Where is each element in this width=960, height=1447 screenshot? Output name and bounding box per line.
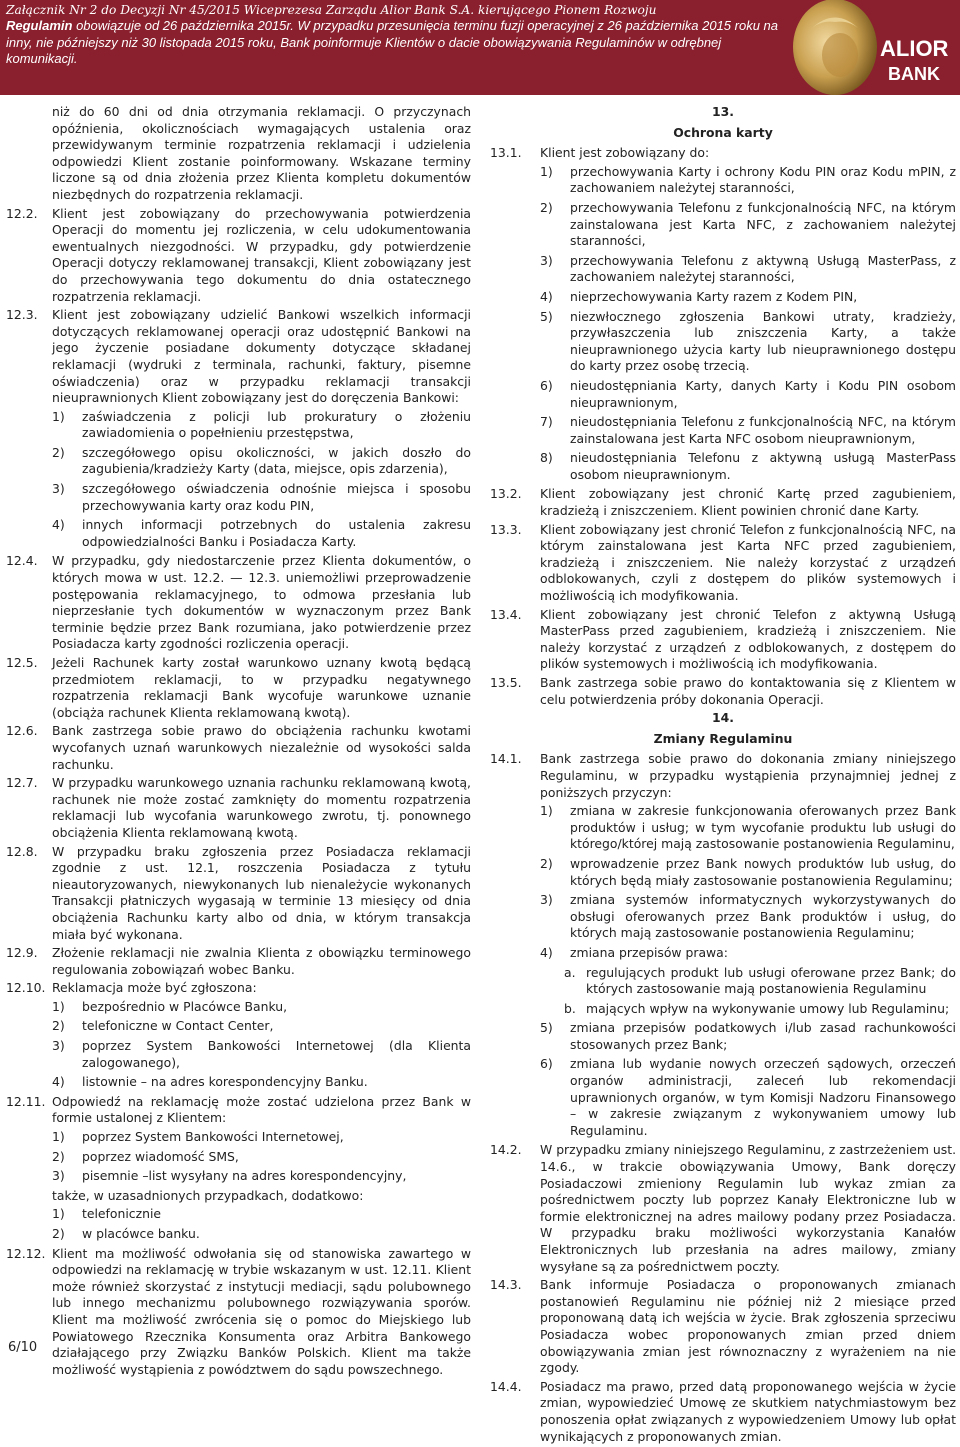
item-text: Klient zobowiązany jest chronić Telefon z aktywną Usługą MasterPass przed zagubieniem, kradzieżą i zniszczeniem. Nie należy korzystać z urządzeń z odblokowanych, z dostępem do plików systemowych i możliwością ich modyfikowania. (540, 606, 956, 672)
paragraph (6, 104, 471, 204)
banner-text (6, 2, 796, 68)
paragraph (6, 1246, 471, 1379)
section-heading: Ochrona karty (673, 124, 773, 140)
item-text: nieudostępniania Karty, danych Karty i Kodu PIN osobom nieuprawnionym, (570, 377, 956, 410)
paragraph (490, 486, 956, 519)
item-text: Jeżeli Rachunek karty został warunkowo uznany kwotą będącą przedmiotem reklamacji, to w przypadku negatywnego rozpatrzenia reklamacji Bank wycofuje warunkowe uznanie (obciąża rachunek Klienta reklamowaną kwotą). (52, 655, 471, 720)
item-number: 2) (52, 444, 65, 460)
list-item (490, 945, 956, 962)
item-text: Klient jest zobowiązany do: (540, 145, 710, 161)
paragraph (6, 775, 471, 841)
item-number: 5) (540, 308, 553, 324)
paragraph (490, 751, 956, 801)
annex-line: Załącznik Nr 2 do Decyzji Nr 45/2015 Wiceprezesa Zarządu Alior Bank S.A. kierującego Pionem Rozwoju (6, 3, 657, 17)
regulamin-label: Regulamin (6, 18, 73, 34)
item-text: szczegółowego opisu okoliczności, w jakich doszło do zagubienia/kradzieży Karty (data, miejsce, opis zdarzenia), (82, 444, 471, 477)
list-item (490, 856, 956, 889)
item-text: zmiana lub wydanie nowych orzeczeń sądowych, orzeczeń organów administracji, zaleceń lub rekomendacji uprawnionych organów, w tym Komisji Nadzoru Finansowego – w zakresie związanym z wykonywaniem umowy lub Regulaminu. (570, 1056, 956, 1138)
item-text: przechowywania Karty i ochrony Kodu PIN oraz Kodu mPIN, z zachowaniem należytej staranności, (570, 163, 956, 196)
header-banner (0, 0, 960, 95)
item-number: 12.3. (6, 307, 38, 323)
item-text: poprzez System Bankowości Internetowej (dla Klienta zalogowanego), (82, 1038, 471, 1070)
item-number: 1) (52, 998, 65, 1014)
item-number: 4) (540, 288, 553, 304)
list-item (6, 1018, 471, 1035)
item-text: Klient jest zobowiązany do przechowywania potwierdzenia Operacji do momentu jej rozliczenia, w celu udokumentowania ewentualnych niezgodności. W przypadku, gdy potwierdzenie Operacji dotyczy reklamowanej transakcji, Klient zobowiązany jest do przechowywania tego dokumentu do dnia ostatecznego rozpatrzenia reklamacji. (52, 205, 471, 304)
item-number: 7) (540, 414, 553, 430)
item-number: 5) (540, 1020, 553, 1036)
item-text: listownie – na adres korespondencyjny Banku. (82, 1074, 368, 1090)
item-number: 14.1. (490, 751, 522, 767)
item-number: 3) (52, 1038, 65, 1054)
item-number: b. (564, 1000, 576, 1016)
item-text: pisemnie –list wysyłany na adres korespondencyjny, (82, 1168, 407, 1184)
paragraph (490, 522, 956, 605)
item-number: 8) (540, 450, 553, 466)
section-heading: Zmiany Regulaminu (653, 730, 793, 746)
list-item (490, 289, 956, 306)
item-number: 3) (540, 252, 553, 268)
item-text: Klient zobowiązany jest chronić Telefon z funkcjonalnością NFC, na którym zainstalowana jest Karta NFC przed zagubieniem, kradzieżą i zniszczeniem. Nie należy korzystać z urządzeń odblokowanych, czyli z dostępem do plików systemowych i możliwością ich modyfikowania. (540, 521, 956, 604)
item-number: 1) (540, 803, 553, 819)
item-number: 4) (540, 944, 553, 960)
item-text: W przypadku, gdy niedostarczenie przez Klienta dokumentów, o których mowa w ust. 12.2. — 12.3. uniemożliwi przeprowadzenie postępowania reklamacyjnego, to odmowa przesłania lub nieprzesłanie tych dokumentów w wyznaczonym przez Bank terminie będzie przez Bank rozumiana, jako potwierdzenie przez Posiadacza karty zgodności rozliczenia operacji. (52, 553, 471, 652)
item-text: nieprzechowywania Karty razem z Kodem PIN, (570, 288, 858, 304)
item-number: 14.3. (490, 1277, 522, 1293)
item-text: w placówce banku. (82, 1226, 200, 1241)
item-number: 13.4. (490, 606, 522, 622)
item-number: 12.8. (6, 843, 38, 859)
item-text: Klient ma możliwość odwołania się od stanowiska zawartego w odpowiedzi na reklamację w trybie wskazanym w ust. 12.11. Klient może również skorzystać z instytucji mediacji, sądu polubownego lub innego mechanizmu polubownego rozwiązywania sporów. Klient ma możliwość zwrócenia się o pomoc do Miejskiego lub Powiatowego Rzecznika Konsumenta oraz Arbitra Bankowego działającego przy Związku Banków Polskich. Klient ma także możliwość wystąpienia z powództwem do sądu powszechnego. (52, 1245, 471, 1377)
item-text: zmiana systemów informatycznych wykorzystywanych do obsługi oferowanych przez Bank produktów i usług, do których mają zastosowanie postanowienia Regulaminu; (570, 892, 956, 941)
list-item (490, 253, 956, 286)
list-item (6, 999, 471, 1016)
page-number: 6/10 (8, 1340, 38, 1355)
paragraph (490, 145, 956, 162)
paragraph (490, 675, 956, 708)
item-text: poprzez System Bankowości Internetowej, (82, 1129, 344, 1145)
item-text: Klient zobowiązany jest chronić Kartę przed zagubieniem, kradzieżą i zniszczeniem. Klient powinien chronić dane Karty. (540, 486, 956, 519)
item-text: Reklamacja może być zgłoszona: (52, 980, 257, 996)
svg-text:BANK: BANK (888, 64, 940, 84)
item-text: telefonicznie (82, 1206, 162, 1222)
item-text: Odpowiedź na reklamację może zostać udzielona przez Bank w formie ustalonej z Klientem: (52, 1093, 471, 1126)
item-number: 12.9. (6, 945, 38, 961)
paragraph (6, 1094, 471, 1127)
paragraph (6, 553, 471, 653)
list-item (490, 200, 956, 250)
item-text: Złożenie reklamacji nie zwalnia Klienta z obowiązku terminowego regulowania zobowiązań wobec Banku. (52, 945, 471, 977)
item-text: Posiadacz ma prawo, przed datą proponowanego wejścia w życie zmian, wypowiedzieć Umowę ze skutkiem natychmiastowym bez ponoszenia opłat związanych z wypowiedzeniem Umowy lub opłat wynikających z proponowanych zmian. (540, 1378, 956, 1444)
list-item (6, 1226, 471, 1243)
list-item (6, 1206, 471, 1223)
list-item (490, 1056, 956, 1139)
item-number: 12.12. (6, 1245, 46, 1261)
paragraph (490, 607, 956, 673)
section-heading: 13. (712, 104, 734, 119)
list-item (6, 1074, 471, 1091)
item-number: 6) (540, 377, 553, 393)
paragraph (6, 945, 471, 978)
paragraph (6, 723, 471, 773)
item-number: 4) (52, 1074, 65, 1090)
item-text: zmiana w zakresie funkcjonowania oferowanych przez Bank produktów i usług; w tym wycofanie produktu lub usługi do którego/której mają zastosowanie postanowienia Regulaminu, (570, 803, 956, 852)
item-text: zmiana przepisów prawa: (570, 944, 728, 960)
svg-text:ALIOR: ALIOR (880, 36, 949, 61)
item-number: 12.4. (6, 553, 38, 569)
item-text: przechowywania Telefonu z aktywną Usługą MasterPass, z zachowaniem należytej staranności, (570, 252, 956, 285)
item-number: 13.2. (490, 486, 522, 502)
item-text: poprzez wiadomość SMS, (82, 1148, 239, 1164)
item-text: telefoniczne w Contact Center, (82, 1018, 274, 1034)
list-item (6, 481, 471, 514)
list-item (490, 1001, 956, 1018)
alior-bank-logo (790, 0, 960, 95)
item-text: nieudostępniania Telefonu z funkcjonalnością NFC, na którym zainstalowana jest Karta NFC osobom nieuprawnionym, (570, 414, 956, 446)
section-heading: 14. (712, 710, 734, 726)
item-number: 2) (540, 855, 553, 871)
paragraph (6, 844, 471, 944)
item-text: Klient jest zobowiązany udzielić Bankowi wszelkich informacji dotyczących reklamowanej operacji oraz udostępnić Bankowi na jego życzenie posiadane dokumenty dotyczące składanej reklamacji (wydruki z terminala, rachunki, faktury, pisemne oświadczenia) oraz w przypadku reklamacji transakcji nieuprawnionych Klient zobowiązany jest do doręczenia Bankowi: (52, 307, 471, 406)
item-number: 12.7. (6, 775, 38, 791)
item-number: 2) (52, 1226, 65, 1241)
list-item (490, 378, 956, 411)
item-text: Bank zastrzega sobie prawo do dokonania zmiany niniejszego Regulaminu, w przypadku wystąpienia przynajmniej jednej z poniższych przyczyn: (540, 751, 956, 800)
item-text: innych informacji potrzebnych do ustalenia zakresu odpowiedzialności Banku i Posiadacza Karty. (82, 517, 471, 549)
list-item (490, 164, 956, 197)
list-item (490, 309, 956, 375)
list-item (6, 1168, 471, 1185)
paragraph (490, 1277, 956, 1377)
paragraph (6, 1188, 471, 1205)
item-number: 6) (540, 1056, 553, 1072)
item-number: 12.11. (6, 1093, 46, 1109)
list-item (490, 803, 956, 853)
right-column (490, 104, 956, 1447)
item-number: 3) (540, 892, 553, 908)
item-number: 2) (540, 199, 553, 215)
item-text: niż do 60 dni od dnia otrzymania reklamacji. O przyczynach opóźnienia, okolicznościach wymagających ustalenia oraz przewidywanym terminie rozpatrzenia reklamacji i udzielenia odpowiedzi Klient zostanie poinformowany. Wskazane terminy liczone są od dnia złożenia przez Klienta kompletu dokumentów niezbędnych do rozpatrzenia reklamacji. (52, 104, 471, 202)
list-item (490, 450, 956, 483)
list-item (6, 517, 471, 550)
item-text: W przypadku braku zgłoszenia przez Posiadacza reklamacji zgodnie z ust. 12.1, roszczenia Posiadacza z tytułu nieautoryzowanych, niewykonanych lub nienależycie wykonanych Transakcji płatniczych wygasają w terminie 13 miesięcy od dnia obciążenia Rachunku karty albo od dnia, w którym transakcja miała być wykonana. (52, 843, 471, 942)
item-text: także, w uzasadnionych przypadkach, dodatkowo: (52, 1187, 364, 1203)
item-text: nieudostępniania Telefonu z aktywną usługą MasterPass osobom nieuprawnionym. (570, 450, 956, 482)
list-item (490, 1020, 956, 1053)
item-text: W przypadku warunkowego uznania rachunku reklamowaną kwotą, rachunek nie może zostać zamknięty do momentu rozpatrzenia reklamacji lub wycofania warunkowego zwrotu, tj. ponownego obciążenia Klienta reklamowaną kwotą. (52, 775, 471, 840)
paragraph (490, 1379, 956, 1445)
item-text: mających wpływ na wykonywanie umowy lub Regulaminu; (586, 1000, 950, 1016)
item-number: 4) (52, 517, 65, 533)
list-item (490, 892, 956, 942)
paragraph (6, 206, 471, 306)
item-number: 13.5. (490, 675, 522, 690)
item-text: przechowywania Telefonu z funkcjonalnością NFC, na którym zainstalowana jest Karta NFC, z zachowaniem należytej staranności, (570, 199, 956, 249)
item-number: 3) (52, 1168, 65, 1184)
item-number: 13.3. (490, 521, 522, 537)
item-number: 3) (52, 481, 65, 497)
list-item (6, 1129, 471, 1146)
paragraph (6, 655, 471, 721)
item-number: 2) (52, 1018, 65, 1034)
paragraph (6, 307, 471, 407)
left-column (6, 104, 471, 1380)
item-text: bezpośrednio w Placówce Banku, (82, 998, 288, 1014)
item-number: 2) (52, 1148, 65, 1164)
paragraph (490, 1142, 956, 1275)
paragraph (6, 980, 471, 997)
item-number: 1) (540, 163, 553, 179)
item-text: zaświadczenia z policji lub prokuratury o złożeniu zawiadomienia o popełnieniu przestępstwa, (82, 408, 471, 441)
list-item (6, 1149, 471, 1166)
item-number: 1) (52, 1129, 65, 1145)
item-text: zmiana przepisów podatkowych i/lub zasad rachunkowości stosowanych przez Bank; (570, 1020, 956, 1052)
item-number: 14.4. (490, 1378, 522, 1394)
item-number: 12.2. (6, 205, 38, 221)
list-item (490, 965, 956, 998)
item-number: 13.1. (490, 145, 522, 161)
item-number: 14.2. (490, 1142, 522, 1158)
item-text: W przypadku zmiany niniejszego Regulaminu, z zastrzeżeniem ust. 14.6., w trakcie obowiązywania Umowy, Bank doręczy Posiadaczowi zmieniony Regulamin lub wykaz zmian za pośrednictwem poczty lub poprzez Kanały Elektroniczne lub w formie elektronicznej na adres mailowy podany przez Posiadacza. W przypadku braku możliwości wykorzystania Kanałów Elektronicznych lub przesłania na adres mailowy, zmiany wysyłane są za pośrednictwem poczty. (540, 1142, 957, 1274)
item-number: 1) (52, 408, 65, 424)
list-item (6, 1038, 471, 1071)
list-item (490, 414, 956, 447)
list-item (6, 445, 471, 478)
item-text: Bank informuje Posiadacza o proponowanych zmianach postanowień Regulaminu nie później niż 2 miesiące przed proponowaną datą ich wejścia w życie. Brak zgłoszenia sprzeciwu Posiadacza wobec proponowanych zmian przed dniem obowiązywania zmian jest równoznaczny z wyrażeniem na nie zgody. (540, 1277, 956, 1376)
validity-notice: obowiązuje od 26 października 2015r. W przypadku przesunięcia terminu fuzji operacyjnej z 26 października 2015 roku na inny, nie późniejszy niż 30 listopada 2015 roku, Bank poinformuje Klientów o dacie obowiązywania Regulaminów w odrębnej komunikacji. (6, 18, 778, 67)
item-number: a. (564, 964, 576, 980)
item-number: 1) (52, 1206, 65, 1222)
item-text: szczegółowego oświadczenia odnośnie miejsca i sposobu przechowywania karty oraz kodu PIN, (82, 481, 471, 513)
item-number: 12.5. (6, 655, 38, 670)
item-text: Bank zastrzega sobie prawo do obciążenia rachunku kwotami wycofanych uznań warunkowych niezależnie od wysokości salda rachunku. (52, 723, 471, 772)
item-text: wprowadzenie przez Bank nowych produktów lub usług, do których będą miały zastosowanie postanowienia Regulaminu; (570, 855, 956, 888)
item-number: 12.6. (6, 723, 38, 739)
item-text: regulujących produkt lub usługi oferowane przez Bank; do których zastosowanie mają postanowienia Regulaminu (586, 964, 956, 997)
item-number: 12.10. (6, 980, 46, 996)
item-text: Bank zastrzega sobie prawo do kontaktowania się z Klientem w celu potwierdzenia próby dokonania Operacji. (540, 675, 956, 707)
list-item (6, 409, 471, 442)
item-text: niezwłocznego zgłoszenia Bankowi utraty, kradzieży, przywłaszczenia lub zniszczenia Karty, a także nieuprawnionego użycia karty lub nieuprawnionego dostępu do karty przez osobę trzecią. (570, 308, 956, 374)
